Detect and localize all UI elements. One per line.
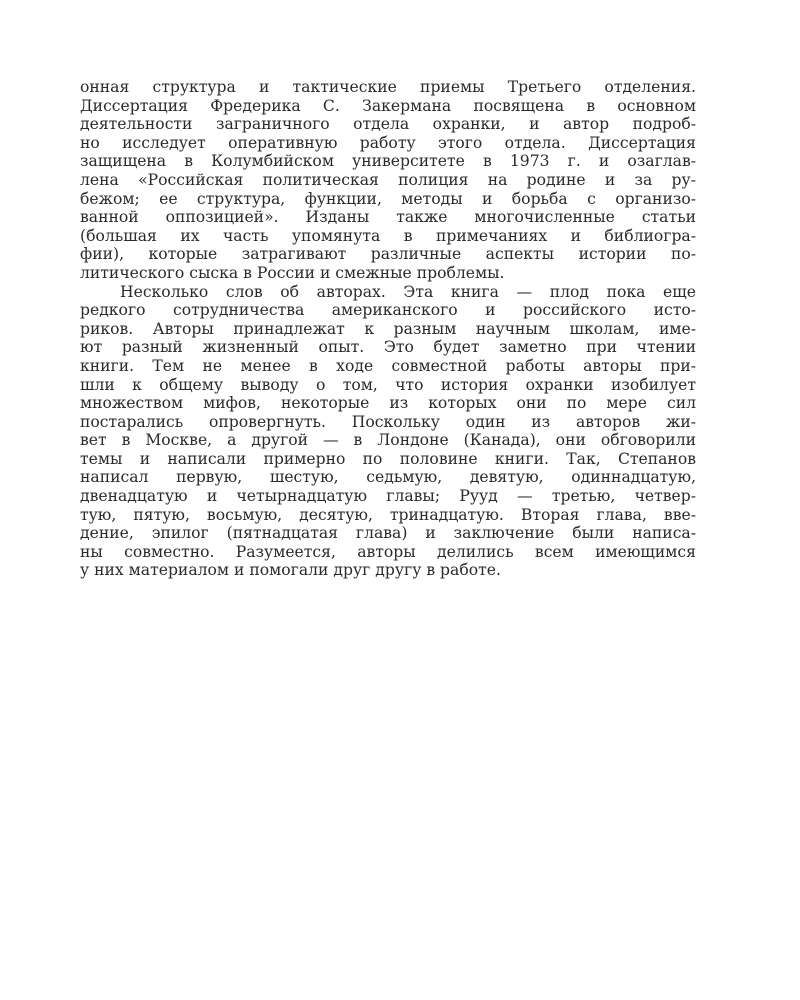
text-line: написал первую, шестую, седьмую, девятую, одиннадцатую, — [80, 468, 696, 487]
text-line: множеством мифов, некоторые из которых они по мере сил — [80, 394, 696, 413]
text-line: ют разный жизненный опыт. Это будет заметно при чтении — [80, 338, 696, 357]
text-line: Несколько слов об авторах. Эта книга — плод пока еще — [120, 282, 696, 301]
text-line: дение, эпилог (пятнадцатая глава) и заключение были написа- — [80, 524, 696, 543]
text-line: темы и написали примерно по половине книги. Так, Степанов — [80, 449, 696, 468]
paragraph-2 — [80, 283, 696, 581]
text-line: у них материалом и помогали друг другу в работе. — [80, 561, 501, 580]
text-line: деятельности заграничного отдела охранки, и автор подроб- — [80, 115, 696, 134]
text-line: риков. Авторы принадлежат к разным научным школам, име- — [80, 319, 696, 338]
text-line: вет в Москве, а другой — в Лондоне (Канада), они обговорили — [80, 431, 696, 450]
text-line: (большая их часть упомянута в примечаниях и библиогра- — [80, 226, 696, 245]
text-line: Диссертация Фредерика С. Закермана посвящена в основном — [80, 96, 696, 115]
text-line: фии), которые затрагивают различные аспекты истории по- — [80, 245, 696, 264]
text-line: защищена в Колумбийском университете в 1973 г. и озаглав- — [80, 152, 696, 171]
text-line: шли к общему выводу о том, что история охранки изобилует — [80, 375, 696, 394]
text-line: редкого сотрудничества американского и российского исто- — [80, 301, 696, 320]
text-line: ванной оппозицией». Изданы также многочисленные статьи — [80, 208, 696, 227]
paragraph-1 — [80, 78, 696, 283]
text-line: тую, пятую, восьмую, десятую, тринадцатую. Вторая глава, вве- — [80, 505, 696, 524]
text-line: онная структура и тактические приемы Третьего отделения. — [80, 78, 696, 96]
text-line: но исследует оперативную работу этого отдела. Диссертация — [80, 133, 696, 152]
text-line: постарались опровергнуть. Поскольку один из авторов жи- — [80, 412, 696, 431]
text-line: лена «Российская политическая полиция на родине и за ру- — [80, 170, 696, 189]
text-line: ны совместно. Разумеется, авторы делились всем имеющимся — [80, 542, 696, 561]
text-line: книги. Тем не менее в ходе совместной работы авторы при- — [80, 356, 696, 375]
text-line: литического сыска в России и смежные проблемы. — [80, 263, 505, 282]
text-line: двенадцатую и четырнадцатую главы; Рууд — третью, четвер- — [80, 487, 696, 506]
body-text — [80, 78, 696, 580]
text-line: бежом; ее структура, функции, методы и борьба с организо- — [80, 189, 696, 208]
